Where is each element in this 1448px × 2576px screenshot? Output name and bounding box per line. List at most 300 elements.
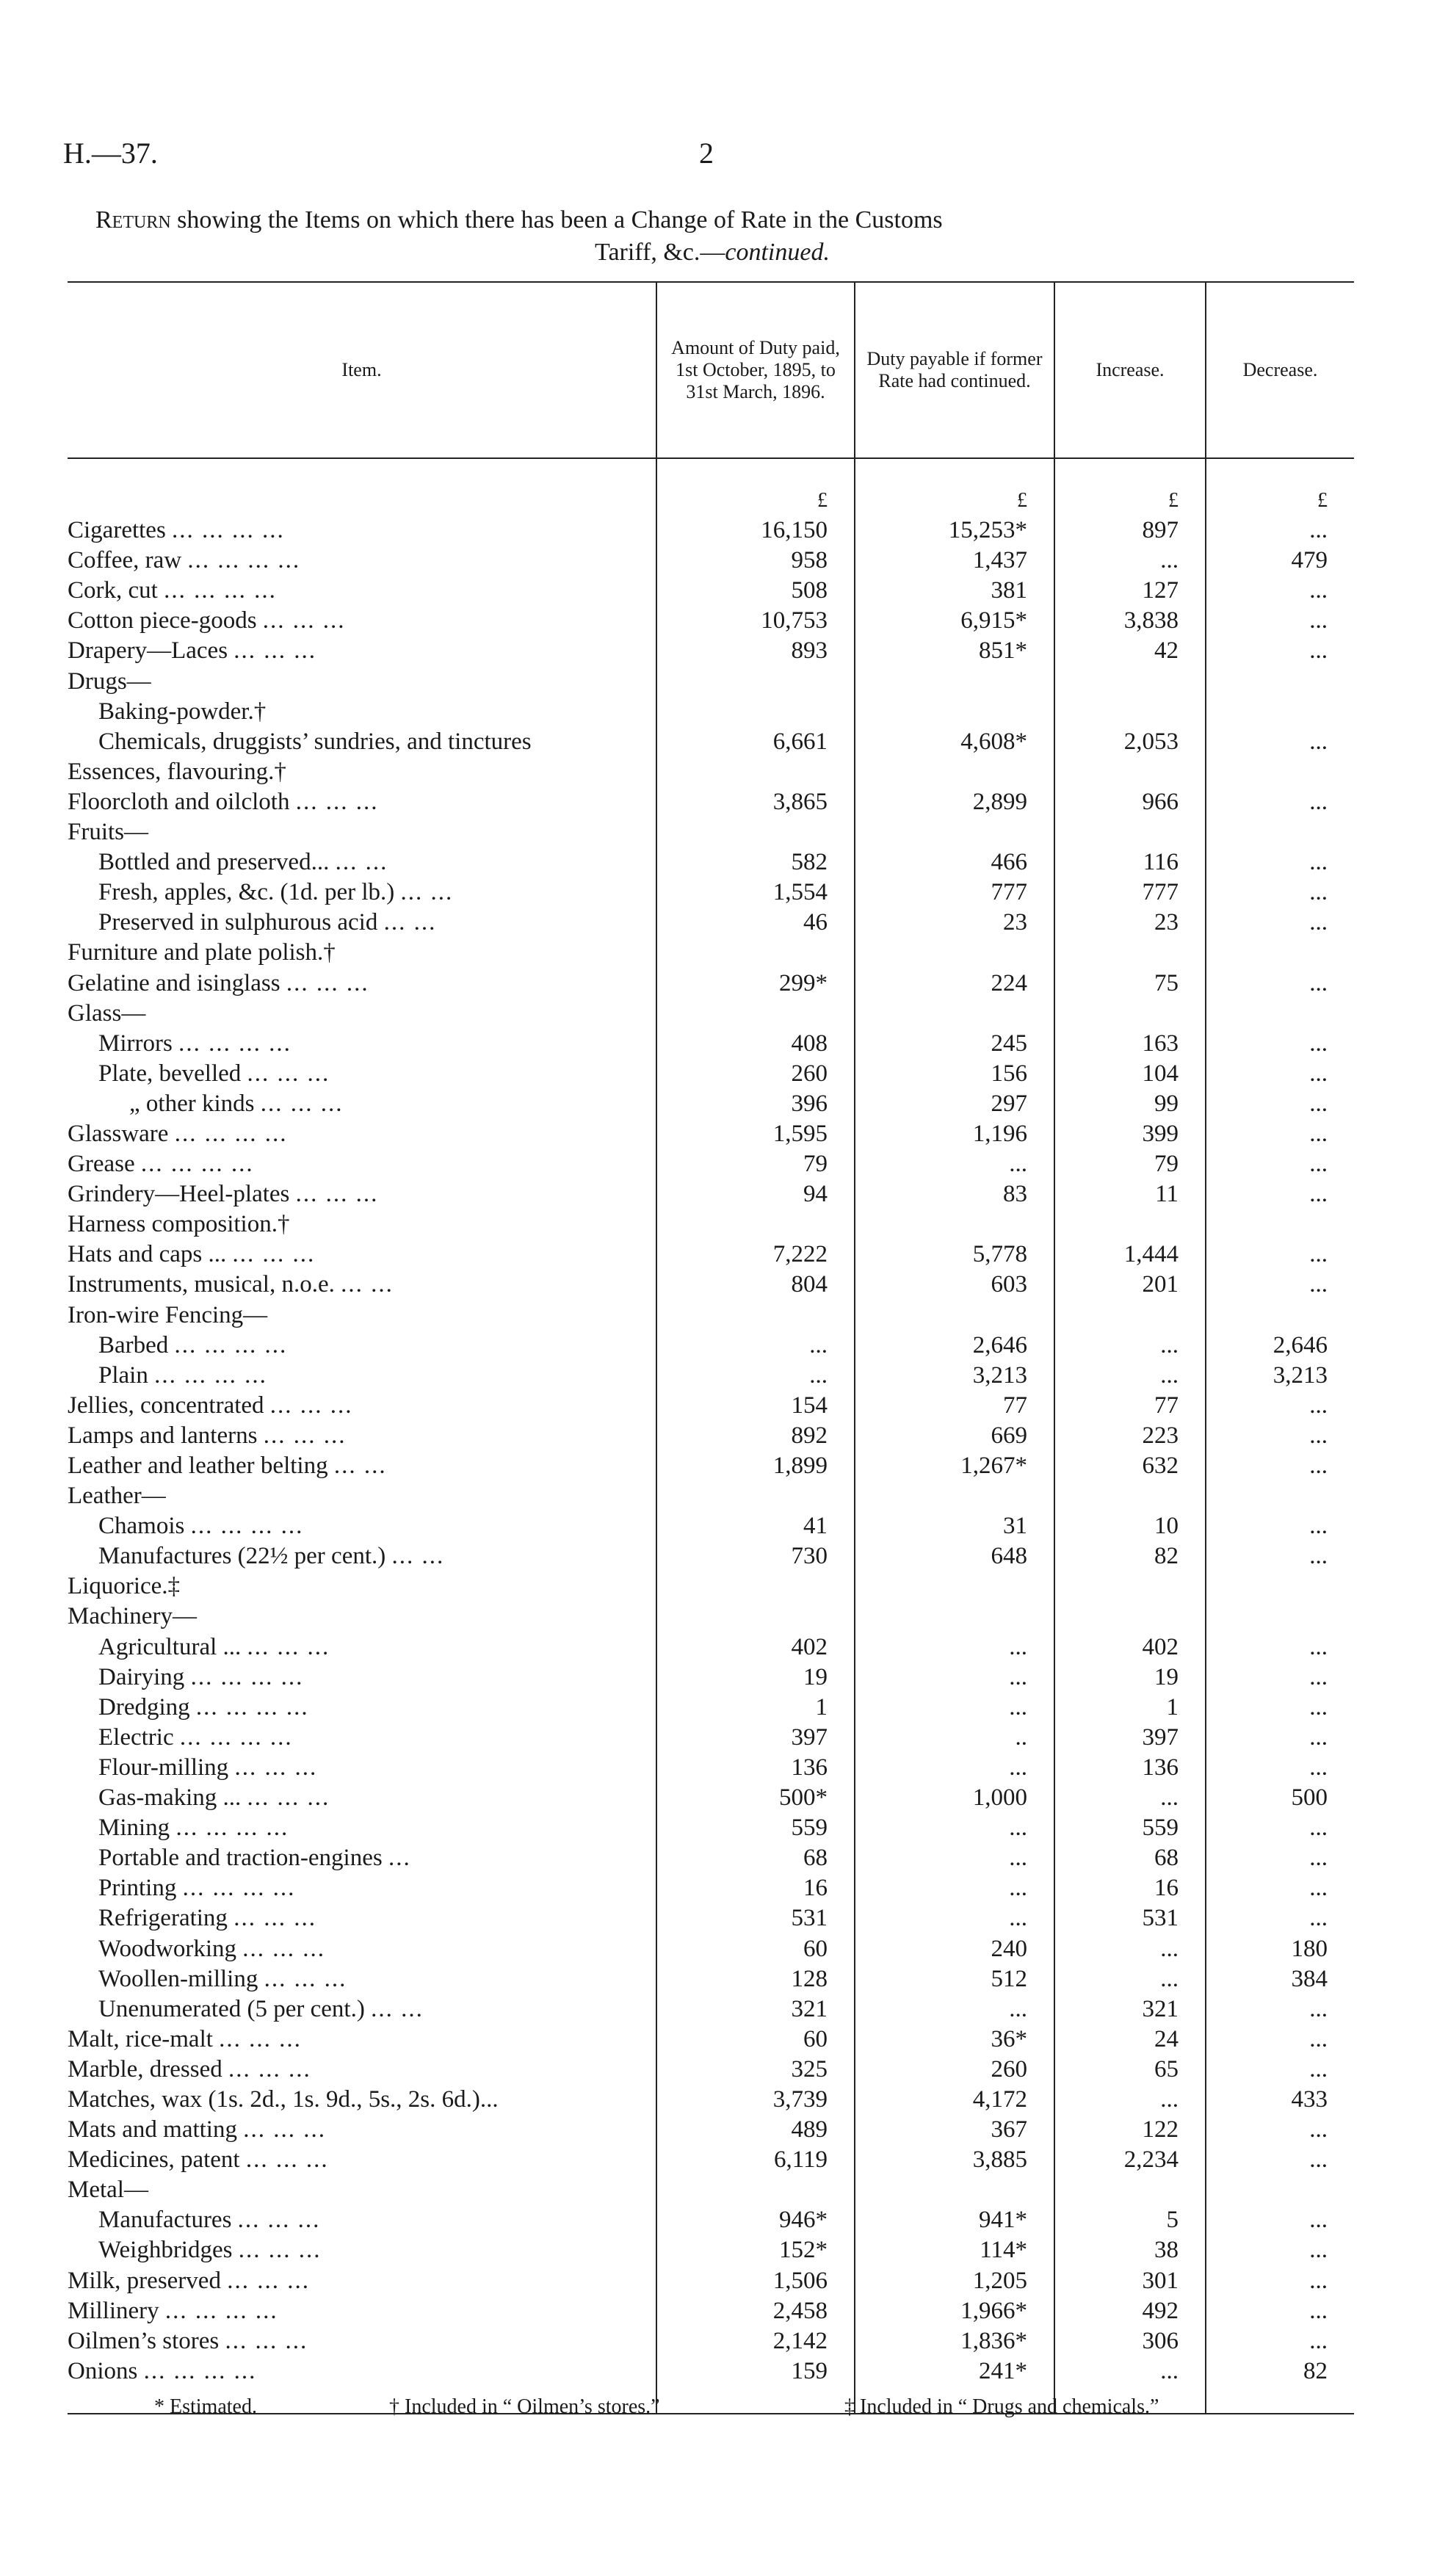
duty-payable-cell <box>855 1300 1054 1331</box>
decrease-cell: ... <box>1206 1994 1354 2025</box>
decrease-cell: ... <box>1206 727 1354 757</box>
item-label: Plain <box>98 1361 148 1389</box>
leader-dots: ... ... ... ... <box>190 1663 304 1690</box>
amount-cell: 489 <box>656 2115 855 2145</box>
increase-cell: 2,053 <box>1054 727 1206 757</box>
amount-cell: 7,222 <box>656 1240 855 1270</box>
duty-payable-cell: ... <box>855 1994 1054 2025</box>
amount-cell <box>656 667 855 697</box>
table-row <box>68 1813 1354 1843</box>
increase-cell: ... <box>1054 2085 1206 2115</box>
table-row <box>68 1723 1354 1753</box>
increase-cell: 223 <box>1054 1421 1206 1451</box>
item-label: Woodworking <box>98 1935 236 1962</box>
decrease-cell: ... <box>1206 1059 1354 1089</box>
decrease-cell: ... <box>1206 969 1354 999</box>
item-label: Leather— <box>68 1483 166 1510</box>
item-cell <box>68 1964 656 1994</box>
decrease-cell: ... <box>1206 1029 1354 1059</box>
item-label: Woollen-milling <box>98 1965 258 1992</box>
decrease-cell: ... <box>1206 636 1354 666</box>
table-row <box>68 2115 1354 2145</box>
item-cell <box>68 576 656 606</box>
amount-cell: 946* <box>656 2205 855 2235</box>
item-cell <box>68 1361 656 1391</box>
increase-cell: ... <box>1054 1783 1206 1813</box>
increase-cell: 897 <box>1054 515 1206 546</box>
item-cell <box>68 938 656 968</box>
item-cell <box>68 515 656 546</box>
amount-cell: 804 <box>656 1270 855 1300</box>
item-cell <box>68 606 656 636</box>
amount-cell: 41 <box>656 1511 855 1541</box>
item-cell <box>68 2085 656 2115</box>
item-label: Portable and traction-engines <box>98 1845 383 1872</box>
duty-payable-cell: 240 <box>855 1934 1054 1964</box>
increase-cell: 402 <box>1054 1632 1206 1663</box>
column-header-duty: Duty payable if former Rate had continued. <box>855 282 1054 458</box>
duty-payable-cell: 1,437 <box>855 546 1054 576</box>
item-label: Essences, flavouring.† <box>68 758 286 785</box>
item-cell <box>68 1813 656 1843</box>
title-line1: showing the Items on which there has been a Change of Rate in the Customs <box>170 206 943 234</box>
table-row <box>68 787 1354 817</box>
increase-cell: 77 <box>1054 1391 1206 1421</box>
decrease-cell: ... <box>1206 787 1354 817</box>
decrease-cell <box>1206 1481 1354 1511</box>
item-cell <box>68 1421 656 1451</box>
duty-payable-cell: 5,778 <box>855 1240 1054 1270</box>
increase-cell: ... <box>1054 1964 1206 1994</box>
amount-cell <box>656 1300 855 1331</box>
amount-cell <box>656 1209 855 1240</box>
item-cell <box>68 1693 656 1723</box>
units-row <box>68 485 1354 515</box>
leader-dots: ... ... ... ... <box>172 517 285 544</box>
increase-cell: 42 <box>1054 636 1206 666</box>
duty-payable-cell: 31 <box>855 1511 1054 1541</box>
table-row <box>68 1903 1354 1933</box>
table-row <box>68 1089 1354 1119</box>
decrease-cell: ... <box>1206 576 1354 606</box>
duty-payable-cell: 156 <box>855 1059 1054 1089</box>
duty-payable-cell <box>855 1481 1054 1511</box>
increase-cell: 127 <box>1054 576 1206 606</box>
amount-cell: 3,739 <box>656 2085 855 2115</box>
amount-cell: 1,595 <box>656 1119 855 1149</box>
item-cell <box>68 2296 656 2326</box>
decrease-cell: ... <box>1206 1270 1354 1300</box>
duty-payable-cell: 1,000 <box>855 1783 1054 1813</box>
item-label: Chemicals, druggists’ sundries, and tinctures <box>98 728 532 755</box>
amount-cell: 152* <box>656 2235 855 2265</box>
item-label: Glassware <box>68 1120 169 1147</box>
amount-cell: 94 <box>656 1179 855 1209</box>
duty-payable-cell: 648 <box>855 1541 1054 1571</box>
leader-dots: ... ... ... <box>269 1392 353 1419</box>
page-number: 2 <box>699 137 714 170</box>
item-cell <box>68 1723 656 1753</box>
amount-cell: 397 <box>656 1723 855 1753</box>
leader-dots: ... ... ... ... <box>175 1815 289 1842</box>
item-cell <box>68 667 656 697</box>
leader-dots: ... ... <box>341 1271 394 1298</box>
increase-cell: 1 <box>1054 1693 1206 1723</box>
item-label: Manufactures <box>98 2207 232 2234</box>
decrease-cell: ... <box>1206 1663 1354 1693</box>
duty-payable-cell: 114* <box>855 2235 1054 2265</box>
increase-cell <box>1054 1481 1206 1511</box>
decrease-cell <box>1206 938 1354 968</box>
leader-dots: ... ... ... ... <box>178 1030 292 1057</box>
item-label: Milk, preserved <box>68 2267 221 2294</box>
leader-dots: ... ... ... <box>247 1633 330 1660</box>
increase-cell <box>1054 1300 1206 1331</box>
footnote-estimated: * Estimated. <box>154 2395 257 2418</box>
decrease-cell: ... <box>1206 847 1354 878</box>
item-label: Preserved in sulphurous acid <box>98 909 378 936</box>
table-header-row <box>68 282 1354 458</box>
amount-cell: 892 <box>656 1421 855 1451</box>
decrease-cell: ... <box>1206 2235 1354 2265</box>
table-row <box>68 1391 1354 1421</box>
item-cell <box>68 2266 656 2296</box>
title-line2-plain: Tariff, &c.— <box>595 239 725 266</box>
decrease-cell: ... <box>1206 2326 1354 2356</box>
column-header-item: Item. <box>68 282 656 458</box>
increase-cell: 68 <box>1054 1843 1206 1873</box>
leader-dots: ... ... ... <box>247 1784 330 1812</box>
increase-cell: 104 <box>1054 1059 1206 1089</box>
decrease-cell <box>1206 757 1354 787</box>
item-label: Mining <box>98 1815 170 1842</box>
amount-cell: 531 <box>656 1903 855 1933</box>
duty-payable-cell <box>855 697 1054 727</box>
amount-cell: 1 <box>656 1693 855 1723</box>
leader-dots: ... ... ... ... <box>179 1723 293 1751</box>
increase-cell: 2,234 <box>1054 2145 1206 2175</box>
item-label: Baking-powder.† <box>98 698 267 725</box>
increase-cell: 24 <box>1054 2025 1206 2055</box>
item-cell <box>68 727 656 757</box>
table-row <box>68 1361 1354 1391</box>
increase-cell: 321 <box>1054 1994 1206 2025</box>
table-spacer-row <box>68 458 1354 485</box>
item-cell <box>68 1179 656 1209</box>
table-row <box>68 817 1354 847</box>
increase-cell <box>1054 1602 1206 1632</box>
decrease-cell: 384 <box>1206 1964 1354 1994</box>
table-row <box>68 1421 1354 1451</box>
amount-cell: 299* <box>656 969 855 999</box>
unit-increase: £ <box>1054 485 1206 515</box>
decrease-cell: ... <box>1206 1089 1354 1119</box>
leader-dots: ... ... ... <box>237 2207 321 2234</box>
decrease-cell: ... <box>1206 1813 1354 1843</box>
item-label: Grindery—Heel-plates <box>68 1181 290 1208</box>
item-cell <box>68 2055 656 2085</box>
item-cell <box>68 1632 656 1663</box>
table-row <box>68 1693 1354 1723</box>
item-cell <box>68 817 656 847</box>
leader-dots: ... ... <box>383 909 437 936</box>
item-label: Hats and caps ... <box>68 1241 227 1268</box>
item-label: Matches, wax (1s. 2d., 1s. 9d., 5s., 2s. 6d.)... <box>68 2085 499 2113</box>
item-label: Glass— <box>68 999 146 1027</box>
table-row <box>68 2356 1354 2414</box>
table-row <box>68 636 1354 666</box>
item-cell <box>68 969 656 999</box>
increase-cell <box>1054 999 1206 1029</box>
increase-cell: 99 <box>1054 1089 1206 1119</box>
decrease-cell: ... <box>1206 1179 1354 1209</box>
item-cell <box>68 878 656 908</box>
item-label: Fresh, apples, &c. (1d. per lb.) <box>98 879 395 906</box>
duty-payable-cell: 36* <box>855 2025 1054 2055</box>
item-label: Mirrors <box>98 1030 173 1057</box>
amount-cell: 321 <box>656 1994 855 2025</box>
increase-cell: 531 <box>1054 1903 1206 1933</box>
increase-cell: 82 <box>1054 1541 1206 1571</box>
item-cell <box>68 2115 656 2145</box>
increase-cell <box>1054 1209 1206 1240</box>
item-label: Drugs— <box>68 667 151 695</box>
decrease-cell: 2,646 <box>1206 1331 1354 1361</box>
amount-cell <box>656 697 855 727</box>
amount-cell: 16 <box>656 1873 855 1903</box>
amount-cell: 559 <box>656 1813 855 1843</box>
decrease-cell: ... <box>1206 2266 1354 2296</box>
decrease-cell: ... <box>1206 1903 1354 1933</box>
decrease-cell <box>1206 817 1354 847</box>
increase-cell: 16 <box>1054 1873 1206 1903</box>
amount-cell: 16,150 <box>656 515 855 546</box>
unit-decrease: £ <box>1206 485 1354 515</box>
duty-payable-cell: 6,915* <box>855 606 1054 636</box>
item-label: Cork, cut <box>68 577 158 604</box>
title-line2 <box>95 236 1329 269</box>
decrease-cell: ... <box>1206 2115 1354 2145</box>
duty-payable-cell: 241* <box>855 2356 1054 2414</box>
decrease-cell: ... <box>1206 2296 1354 2326</box>
item-label: Bottled and preserved... <box>98 849 330 876</box>
item-label: Manufactures (22½ per cent.) <box>98 1543 386 1570</box>
amount-cell <box>656 1481 855 1511</box>
item-cell <box>68 1119 656 1149</box>
table-row <box>68 727 1354 757</box>
item-label: Weighbridges <box>98 2237 233 2264</box>
item-cell <box>68 1994 656 2025</box>
table-row <box>68 1481 1354 1511</box>
increase-cell: 632 <box>1054 1451 1206 1481</box>
item-label: Cigarettes <box>68 517 166 544</box>
leader-dots: ... <box>388 1845 411 1872</box>
item-cell <box>68 1331 656 1361</box>
item-label: Coffee, raw <box>68 547 182 574</box>
table-row <box>68 1059 1354 1089</box>
table-row <box>68 1179 1354 1209</box>
item-cell <box>68 847 656 878</box>
item-label: Printing <box>98 1875 177 1902</box>
leader-dots: ... ... ... ... <box>190 1513 304 1540</box>
item-label: Jellies, concentrated <box>68 1392 264 1419</box>
item-label: Flour-milling <box>98 1754 229 1781</box>
decrease-cell: ... <box>1206 1511 1354 1541</box>
duty-payable-cell: 2,899 <box>855 787 1054 817</box>
duty-payable-cell: 603 <box>855 1270 1054 1300</box>
item-label: Metal— <box>68 2177 148 2204</box>
amount-cell: 159 <box>656 2356 855 2414</box>
leader-dots: ... ... ... ... <box>164 577 277 604</box>
item-label: Liquorice.‡ <box>68 1573 181 1600</box>
column-header-increase: Increase. <box>1054 282 1206 458</box>
leader-dots: ... ... ... <box>219 2025 302 2052</box>
amount-cell: 1,899 <box>656 1451 855 1481</box>
duty-payable-cell: 224 <box>855 969 1054 999</box>
duty-payable-cell: 77 <box>855 1391 1054 1421</box>
duty-payable-cell: 260 <box>855 2055 1054 2085</box>
amount-cell: 60 <box>656 1934 855 1964</box>
item-label: Lamps and lanterns <box>68 1422 258 1449</box>
item-cell <box>68 2025 656 2055</box>
table-row <box>68 757 1354 787</box>
table-row <box>68 908 1354 938</box>
increase-cell: 3,838 <box>1054 606 1206 636</box>
decrease-cell: ... <box>1206 1693 1354 1723</box>
increase-cell <box>1054 757 1206 787</box>
duty-payable-cell: 669 <box>855 1421 1054 1451</box>
increase-cell: ... <box>1054 546 1206 576</box>
amount-cell: 6,119 <box>656 2145 855 2175</box>
increase-cell: 306 <box>1054 2326 1206 2356</box>
duty-payable-cell: .. <box>855 1723 1054 1753</box>
increase-cell: 19 <box>1054 1663 1206 1693</box>
duty-payable-cell: ... <box>855 1753 1054 1783</box>
table-row <box>68 1511 1354 1541</box>
decrease-cell: ... <box>1206 1421 1354 1451</box>
table-row <box>68 1602 1354 1632</box>
duty-payable-cell: ... <box>855 1813 1054 1843</box>
decrease-cell: 500 <box>1206 1783 1354 1813</box>
unit-duty: £ <box>855 485 1054 515</box>
amount-cell: 2,142 <box>656 2326 855 2356</box>
table-row <box>68 1209 1354 1240</box>
duty-payable-cell <box>855 938 1054 968</box>
leader-dots: ... ... ... ... <box>143 2357 257 2384</box>
duty-payable-cell: 4,172 <box>855 2085 1054 2115</box>
duty-payable-cell <box>855 1571 1054 1602</box>
item-cell <box>68 1602 656 1632</box>
table-row <box>68 1240 1354 1270</box>
unit-amount: £ <box>656 485 855 515</box>
item-label: Drapery—Laces <box>68 637 228 665</box>
duty-payable-cell: 3,885 <box>855 2145 1054 2175</box>
item-cell <box>68 999 656 1029</box>
increase-cell: 1,444 <box>1054 1240 1206 1270</box>
amount-cell: 79 <box>656 1149 855 1179</box>
leader-dots: ... ... <box>391 1543 445 1570</box>
table-row <box>68 697 1354 727</box>
duty-payable-cell: 4,608* <box>855 727 1054 757</box>
item-label: Agricultural ... <box>98 1633 242 1660</box>
duty-payable-cell: 245 <box>855 1029 1054 1059</box>
item-cell <box>68 1240 656 1270</box>
leader-dots: ... ... ... <box>295 788 379 815</box>
increase-cell: 301 <box>1054 2266 1206 2296</box>
increase-cell: 163 <box>1054 1029 1206 1059</box>
duty-payable-cell: 3,213 <box>855 1361 1054 1391</box>
table-row <box>68 1270 1354 1300</box>
amount-cell: ... <box>656 1361 855 1391</box>
leader-dots: ... ... ... <box>262 607 346 634</box>
item-cell <box>68 2326 656 2356</box>
item-label: Refrigerating <box>98 1905 228 1932</box>
increase-cell: 201 <box>1054 1270 1206 1300</box>
duty-payable-cell: 2,646 <box>855 1331 1054 1361</box>
duty-payable-cell: ... <box>855 1843 1054 1873</box>
decrease-cell <box>1206 697 1354 727</box>
leader-dots: ... ... ... <box>247 1060 330 1087</box>
leader-dots: ... ... <box>400 879 454 906</box>
item-cell <box>68 1903 656 1933</box>
table-row <box>68 1632 1354 1663</box>
amount-cell: 508 <box>656 576 855 606</box>
table-row <box>68 515 1354 546</box>
duty-payable-cell: 1,196 <box>855 1119 1054 1149</box>
increase-cell <box>1054 667 1206 697</box>
table-row <box>68 1783 1354 1813</box>
increase-cell: 79 <box>1054 1149 1206 1179</box>
amount-cell: 46 <box>656 908 855 938</box>
amount-cell <box>656 938 855 968</box>
item-cell <box>68 908 656 938</box>
increase-cell: 75 <box>1054 969 1206 999</box>
decrease-cell: ... <box>1206 2205 1354 2235</box>
decrease-cell: 82 <box>1206 2356 1354 2414</box>
item-cell <box>68 1783 656 1813</box>
item-cell <box>68 1391 656 1421</box>
duty-payable-cell: 512 <box>855 1964 1054 1994</box>
table-row <box>68 1753 1354 1783</box>
decrease-cell <box>1206 667 1354 697</box>
item-cell <box>68 787 656 817</box>
item-cell <box>68 1209 656 1240</box>
item-label: Barbed <box>98 1331 169 1358</box>
table-row <box>68 2055 1354 2085</box>
increase-cell <box>1054 2175 1206 2205</box>
increase-cell: 116 <box>1054 847 1206 878</box>
item-cell <box>68 697 656 727</box>
increase-cell: ... <box>1054 1361 1206 1391</box>
duty-payable-cell: 941* <box>855 2205 1054 2235</box>
item-cell <box>68 2205 656 2235</box>
decrease-cell: ... <box>1206 606 1354 636</box>
item-label: Machinery— <box>68 1603 197 1630</box>
decrease-cell: ... <box>1206 1391 1354 1421</box>
decrease-cell: 433 <box>1206 2085 1354 2115</box>
item-label: Gas-making ... <box>98 1784 242 1812</box>
item-label: Onions <box>68 2357 138 2384</box>
item-label: Floorcloth and oilcloth <box>68 788 290 815</box>
amount-cell: 1,554 <box>656 878 855 908</box>
table-row <box>68 1843 1354 1873</box>
item-label: Dredging <box>98 1693 190 1721</box>
table-row <box>68 2266 1354 2296</box>
item-label: Unenumerated (5 per cent.) <box>98 1995 365 2022</box>
leader-dots: ... ... ... ... <box>164 2297 278 2324</box>
item-label: Furniture and plate polish.† <box>68 939 336 966</box>
table-row <box>68 1451 1354 1481</box>
